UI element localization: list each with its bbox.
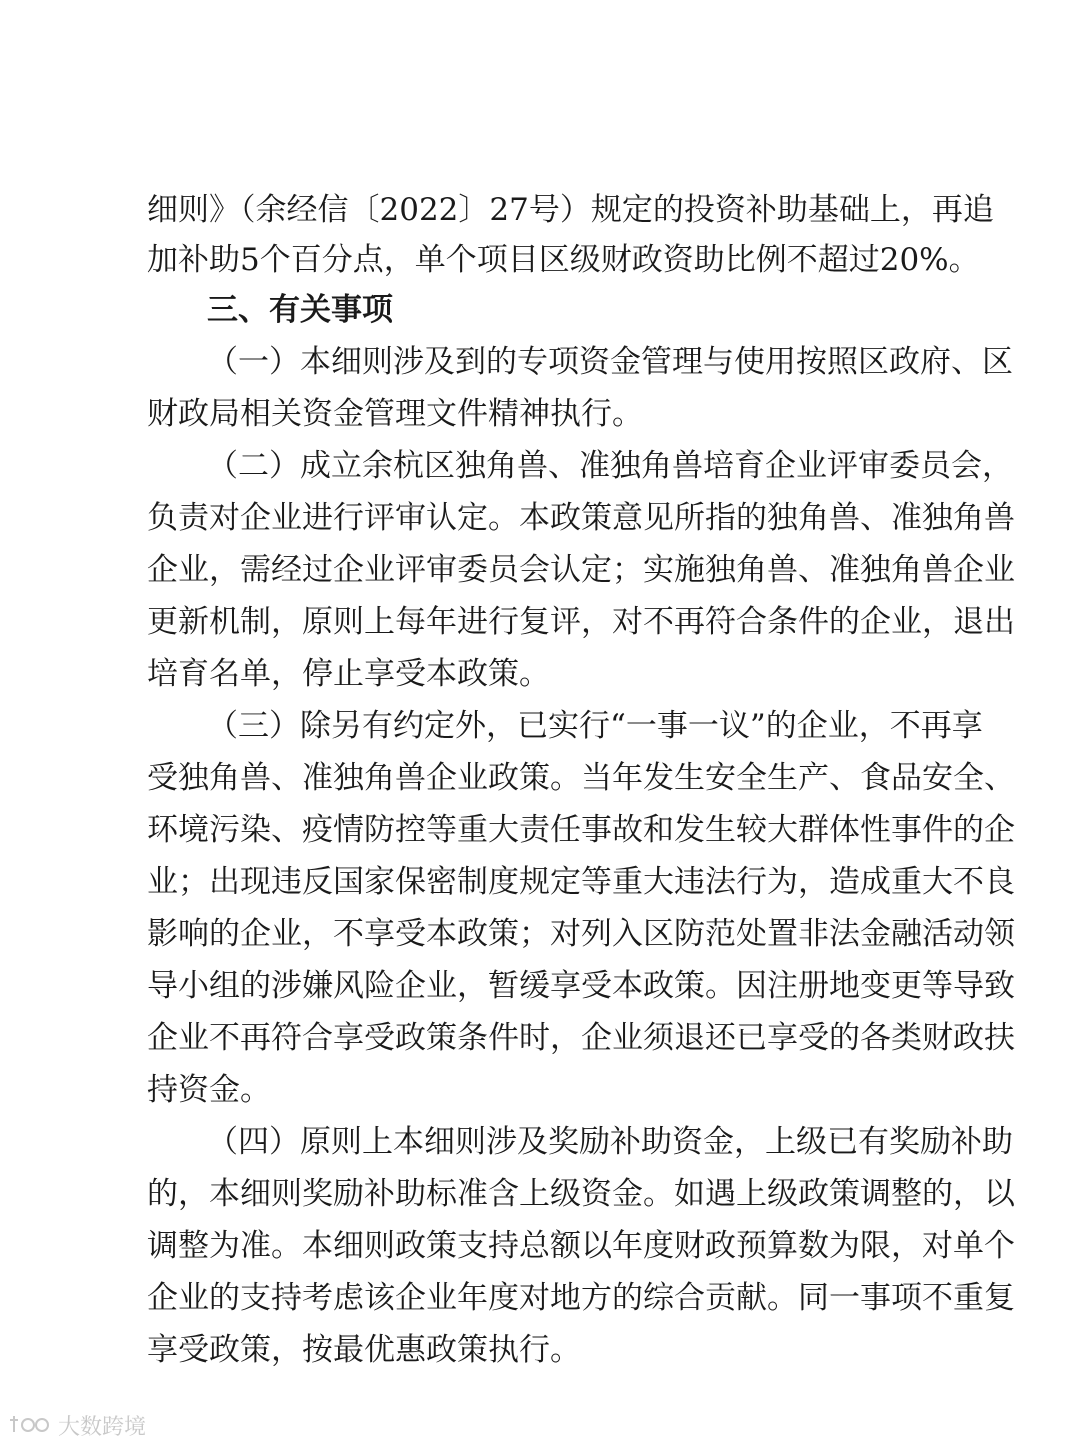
body-line-16: 企业不再符合享受政策条件时，企业须退还已享受的各类财政扶	[147, 1020, 1015, 1056]
brand-logo-icon	[8, 1412, 52, 1438]
body-line-1: 细则》（余经信〔2022〕27号）规定的投资补助基础上，再追	[147, 192, 994, 228]
body-line-14: 影响的企业，不享受本政策；对列入区防范处置非法金融活动领	[147, 916, 1015, 952]
body-line-13: 业；出现违反国家保密制度规定等重大违法行为，造成重大不良	[147, 864, 1015, 900]
body-line-5: （二）成立余杭区独角兽、准独角兽培育企业评审委员会，	[207, 448, 1013, 484]
body-line-8: 更新机制，原则上每年进行复评，对不再符合条件的企业，退出	[147, 604, 1015, 640]
body-line-19: 的，本细则奖励补助标准含上级资金。如遇上级政策调整的，以	[147, 1176, 1015, 1212]
body-line-22: 享受政策，按最优惠政策执行。	[147, 1332, 581, 1368]
body-line-6: 负责对企业进行评审认定。本政策意见所指的独角兽、准独角兽	[147, 500, 1015, 536]
body-line-15: 导小组的涉嫌风险企业，暂缓享受本政策。因注册地变更等导致	[147, 968, 1015, 1004]
body-line-2: 加补助5个百分点，单个项目区级财政资助比例不超过20%。	[147, 242, 980, 278]
body-line-11: 受独角兽、准独角兽企业政策。当年发生安全生产、食品安全、	[147, 760, 1015, 796]
body-line-20: 调整为准。本细则政策支持总额以年度财政预算数为限，对单个	[147, 1228, 1015, 1264]
body-line-9: 培育名单，停止享受本政策。	[147, 656, 550, 692]
watermark-text: 大数跨境	[58, 1414, 147, 1440]
body-line-17: 持资金。	[147, 1072, 271, 1108]
body-line-3: （一）本细则涉及到的专项资金管理与使用按照区政府、区	[207, 344, 1013, 380]
section-heading: 三、有关事项	[207, 292, 393, 328]
body-line-7: 企业，需经过企业评审委员会认定；实施独角兽、准独角兽企业	[147, 552, 1015, 588]
watermark	[8, 1410, 146, 1440]
body-line-12: 环境污染、疫情防控等重大责任事故和发生较大群体性事件的企	[147, 812, 1015, 848]
body-line-4: 财政局相关资金管理文件精神执行。	[147, 396, 643, 432]
body-line-21: 企业的支持考虑该企业年度对地方的综合贡献。同一事项不重复	[147, 1280, 1015, 1316]
body-line-10: （三）除另有约定外，已实行“一事一议”的企业，不再享	[207, 708, 983, 744]
body-line-18: （四）原则上本细则涉及奖励补助资金，上级已有奖励补助	[207, 1124, 1013, 1160]
